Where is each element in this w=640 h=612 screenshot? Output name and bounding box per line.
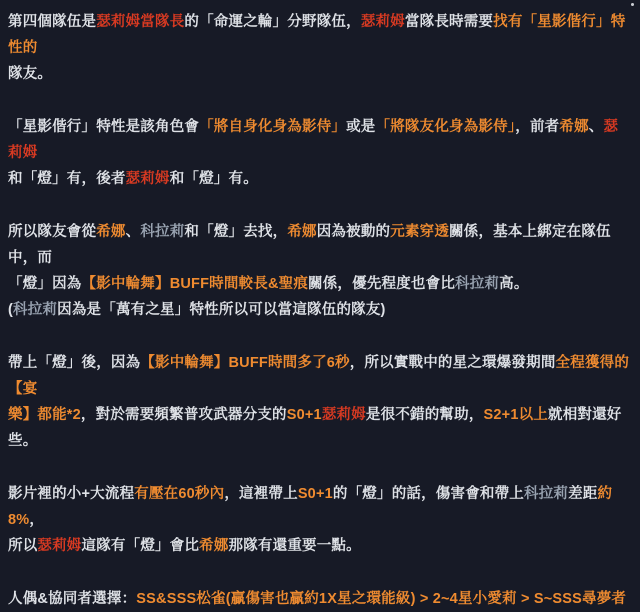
text-segment: 和「燈」去找， xyxy=(184,224,288,240)
text-segment: 約8% xyxy=(8,486,613,528)
text-segment: 希娜 xyxy=(96,224,126,240)
text-segment: 「將自身化身為影侍」 xyxy=(199,119,347,135)
text-segment: 隊友。 xyxy=(8,66,53,82)
text-segment: 科拉莉 xyxy=(13,302,58,318)
text-segment: 有壓在60秒內 xyxy=(134,486,225,502)
text-segment: 所以隊友會從 xyxy=(8,224,97,240)
text-segment: 所以 xyxy=(8,538,38,554)
text-segment: 、 xyxy=(125,224,141,240)
text-segment: 瑟莉姆 xyxy=(37,538,82,554)
text-line xyxy=(8,61,632,87)
text-segment: 瑟莉姆 xyxy=(8,119,619,161)
text-segment: 【影中輪舞】BUFF時間較長&聖痕 xyxy=(81,276,309,292)
text-segment: 因為被動的 xyxy=(316,224,391,240)
text-segment: 影片裡的小+大流程 xyxy=(8,486,135,502)
text-line xyxy=(8,402,632,454)
text-line xyxy=(8,297,632,323)
text-segment: ， xyxy=(29,512,45,528)
text-line xyxy=(8,350,632,402)
text-segment: 關係，基本上綁定在隊伍中，而 xyxy=(8,224,611,266)
text-line xyxy=(8,586,632,612)
text-segment: 高。 xyxy=(499,276,529,292)
text-segment: 瑟莉姆 xyxy=(321,407,366,423)
text-segment: ，對於需要頻繁普攻武器分支的 xyxy=(80,407,287,423)
text-segment: 和「燈」有，後者 xyxy=(8,171,126,187)
text-segment: 「燈」因為 xyxy=(8,276,82,292)
text-line xyxy=(8,166,632,192)
text-segment: 關係，優先程度也會比 xyxy=(308,276,456,292)
paragraph-list xyxy=(8,9,632,612)
paragraph xyxy=(8,350,632,454)
text-segment: 是很不錯的幫助， xyxy=(365,407,484,423)
text-segment: 的「命運之輪」分野隊伍， xyxy=(184,14,361,30)
text-segment: 瑟莉姆 xyxy=(125,171,170,187)
paragraph xyxy=(8,586,632,612)
paragraph xyxy=(8,219,632,323)
paragraph xyxy=(8,481,632,559)
text-segment: 希娜 xyxy=(559,119,589,135)
text-segment: 科拉莉 xyxy=(524,486,569,502)
text-segment: 希娜 xyxy=(199,538,229,554)
text-segment: 【影中輪舞】BUFF時間多了6秒 xyxy=(140,355,350,371)
text-segment: 第四個隊伍是 xyxy=(8,14,97,30)
text-segment: 差距 xyxy=(568,486,598,502)
text-segment: S2+1以上 xyxy=(483,407,548,423)
text-segment: SS&SSS松雀(贏傷害也贏約1X星之環能級) > 2~4星小愛莉 > S~SSS尋夢者 xyxy=(136,591,627,607)
text-segment: 希娜 xyxy=(287,224,317,240)
text-segment: 當隊長時需要 xyxy=(404,14,494,30)
text-segment: 全程獲得的【宴 xyxy=(8,355,630,397)
text-line xyxy=(8,481,632,533)
artifact-dot xyxy=(631,3,634,6)
text-segment: 瑟莉姆 xyxy=(360,14,405,30)
text-segment: 科拉莉 xyxy=(455,276,500,292)
text-line xyxy=(8,9,632,61)
text-segment: ，這裡帶上 xyxy=(224,486,298,502)
text-segment: 「將隊友化身為影侍」 xyxy=(375,119,516,135)
text-segment: 因為是「萬有之星」特性所以可以當這隊伍的隊友) xyxy=(57,302,386,318)
text-line xyxy=(8,533,632,559)
text-segment: ，所以實戰中的星之環爆發期間 xyxy=(349,355,556,371)
text-segment: 、 xyxy=(588,119,604,135)
text-segment: S0+1 xyxy=(297,486,333,502)
text-segment: 就相對還好些。 xyxy=(8,407,622,449)
text-segment: 「星影偕行」特性是該角色會 xyxy=(8,119,200,135)
text-segment: ，前者 xyxy=(515,119,560,135)
text-line xyxy=(8,114,632,166)
text-segment: 人偶&協同者選擇： xyxy=(8,591,137,607)
paragraph xyxy=(8,9,632,87)
paragraph xyxy=(8,114,632,192)
text-segment: 樂】都能*2 xyxy=(8,407,81,423)
text-line xyxy=(8,219,632,271)
text-segment: 瑟莉姆當隊長 xyxy=(96,14,185,30)
text-segment: 和「燈」有。 xyxy=(169,171,258,187)
text-segment: ( xyxy=(8,302,14,318)
text-segment: S0+1 xyxy=(286,407,322,423)
text-segment: 那隊有還重要一點。 xyxy=(228,538,361,554)
text-segment: 科拉莉 xyxy=(140,224,185,240)
text-segment: 帶上「燈」後，因為 xyxy=(8,355,141,371)
text-segment: 找有「星影偕行」特性的 xyxy=(8,14,626,56)
text-segment: 或是 xyxy=(346,119,376,135)
text-segment: 的「燈」的話，傷害會和帶上 xyxy=(332,486,524,502)
text-segment: 這隊有「燈」會比 xyxy=(81,538,200,554)
text-line xyxy=(8,271,632,297)
text-segment: 元素穿透 xyxy=(390,224,450,240)
